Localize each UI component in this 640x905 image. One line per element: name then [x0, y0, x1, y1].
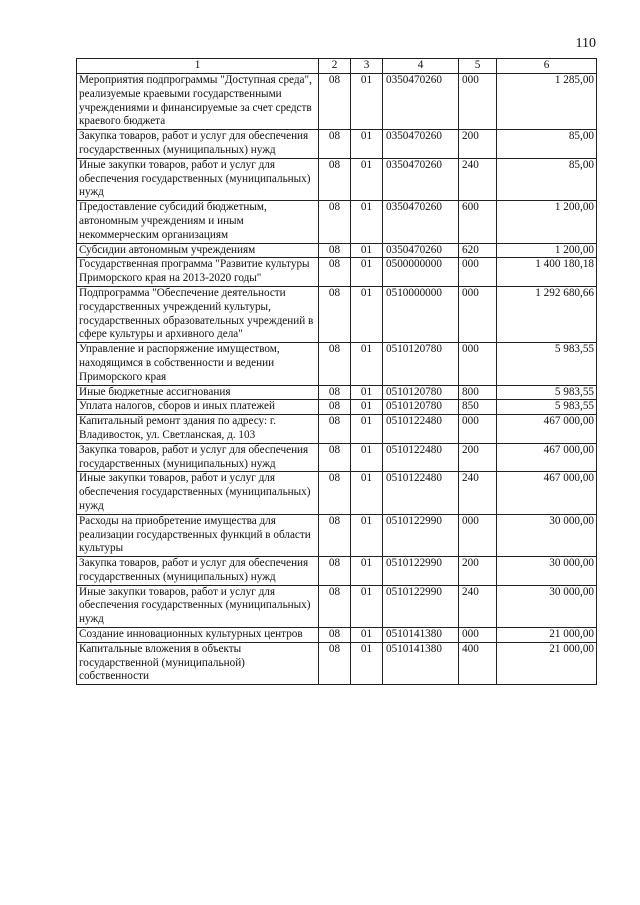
row-subsection-cell: 01: [351, 472, 383, 514]
row-amount-cell: 467 000,00: [497, 415, 597, 444]
table-row: [77, 74, 597, 130]
row-subsection-cell: 01: [351, 343, 383, 385]
row-subsection-cell: 01: [351, 642, 383, 684]
row-target-article-cell: 0510122990: [383, 585, 459, 627]
row-amount-cell: 30 000,00: [497, 557, 597, 586]
row-section-cell: 08: [319, 585, 351, 627]
row-name-cell: Иные бюджетные ассигнования: [77, 385, 319, 400]
row-target-article-cell: 0350470260: [383, 74, 459, 130]
row-expense-type-cell: 800: [459, 385, 497, 400]
row-expense-type-cell: 240: [459, 158, 497, 200]
header-row: [77, 59, 597, 74]
row-amount-cell: 85,00: [497, 130, 597, 159]
row-target-article-cell: 0350470260: [383, 130, 459, 159]
row-section-cell: 08: [319, 472, 351, 514]
row-target-article-cell: 0510141380: [383, 642, 459, 684]
row-name-cell: Мероприятия подпрограммы "Доступная среда", реализуемые краевыми государственными учреждениями и финансируемые за счет средств краевого бюджета: [77, 74, 319, 130]
row-name-cell: Иные закупки товаров, работ и услуг для обеспечения государственных (муниципальных) нужд: [77, 158, 319, 200]
row-amount-cell: 5 983,55: [497, 385, 597, 400]
row-expense-type-cell: 850: [459, 400, 497, 415]
table-row: [77, 628, 597, 643]
row-section-cell: 08: [319, 385, 351, 400]
row-target-article-cell: 0510122480: [383, 443, 459, 472]
row-expense-type-cell: 000: [459, 514, 497, 556]
row-expense-type-cell: 000: [459, 415, 497, 444]
table-row: [77, 130, 597, 159]
table-row: [77, 472, 597, 514]
row-amount-cell: 5 983,55: [497, 400, 597, 415]
row-subsection-cell: 01: [351, 201, 383, 243]
row-amount-cell: 21 000,00: [497, 642, 597, 684]
row-expense-type-cell: 000: [459, 343, 497, 385]
row-section-cell: 08: [319, 443, 351, 472]
table-row: [77, 158, 597, 200]
row-subsection-cell: 01: [351, 415, 383, 444]
row-target-article-cell: 0510122990: [383, 557, 459, 586]
header-cell: 2: [319, 59, 351, 74]
row-section-cell: 08: [319, 642, 351, 684]
row-name-cell: Создание инновационных культурных центров: [77, 628, 319, 643]
row-name-cell: Закупка товаров, работ и услуг для обеспечения государственных (муниципальных) нужд: [77, 443, 319, 472]
row-amount-cell: 1 400 180,18: [497, 258, 597, 287]
table-row: [77, 585, 597, 627]
table-body: [77, 74, 597, 685]
row-target-article-cell: 0510120780: [383, 400, 459, 415]
header-cell: 3: [351, 59, 383, 74]
row-target-article-cell: 0350470260: [383, 158, 459, 200]
row-name-cell: Государственная программа "Развитие культуры Приморского края на 2013-2020 годы": [77, 258, 319, 287]
row-name-cell: Подпрограмма "Обеспечение деятельности государственных учреждений культуры, государственных образовательных учреждений в сфере культуры и архивного дела": [77, 286, 319, 342]
budget-table: [76, 58, 597, 685]
table-row: [77, 343, 597, 385]
row-amount-cell: 21 000,00: [497, 628, 597, 643]
row-section-cell: 08: [319, 415, 351, 444]
row-section-cell: 08: [319, 628, 351, 643]
table-row: [77, 415, 597, 444]
row-amount-cell: 467 000,00: [497, 443, 597, 472]
row-section-cell: 08: [319, 74, 351, 130]
row-section-cell: 08: [319, 557, 351, 586]
table-row: [77, 258, 597, 287]
row-section-cell: 08: [319, 286, 351, 342]
row-subsection-cell: 01: [351, 443, 383, 472]
row-target-article-cell: 0510122480: [383, 472, 459, 514]
row-expense-type-cell: 000: [459, 286, 497, 342]
row-subsection-cell: 01: [351, 385, 383, 400]
row-subsection-cell: 01: [351, 628, 383, 643]
page-number: 110: [575, 36, 596, 51]
row-target-article-cell: 0510122480: [383, 415, 459, 444]
row-amount-cell: 1 200,00: [497, 201, 597, 243]
row-expense-type-cell: 200: [459, 130, 497, 159]
row-target-article-cell: 0510120780: [383, 385, 459, 400]
row-subsection-cell: 01: [351, 243, 383, 258]
table-row: [77, 514, 597, 556]
row-expense-type-cell: 240: [459, 472, 497, 514]
row-section-cell: 08: [319, 201, 351, 243]
row-expense-type-cell: 200: [459, 443, 497, 472]
row-subsection-cell: 01: [351, 514, 383, 556]
row-target-article-cell: 0500000000: [383, 258, 459, 287]
row-name-cell: Закупка товаров, работ и услуг для обеспечения государственных (муниципальных) нужд: [77, 557, 319, 586]
row-target-article-cell: 0350470260: [383, 201, 459, 243]
row-name-cell: Капитальные вложения в объекты государственной (муниципальной) собственности: [77, 642, 319, 684]
row-expense-type-cell: 000: [459, 74, 497, 130]
row-amount-cell: 1 285,00: [497, 74, 597, 130]
table-row: [77, 400, 597, 415]
row-amount-cell: 5 983,55: [497, 343, 597, 385]
row-expense-type-cell: 600: [459, 201, 497, 243]
header-cell: 6: [497, 59, 597, 74]
row-amount-cell: 85,00: [497, 158, 597, 200]
row-target-article-cell: 0510141380: [383, 628, 459, 643]
row-section-cell: 08: [319, 343, 351, 385]
row-name-cell: Иные закупки товаров, работ и услуг для обеспечения государственных (муниципальных) нужд: [77, 472, 319, 514]
row-subsection-cell: 01: [351, 158, 383, 200]
row-amount-cell: 30 000,00: [497, 585, 597, 627]
row-expense-type-cell: 400: [459, 642, 497, 684]
table-row: [77, 642, 597, 684]
row-section-cell: 08: [319, 243, 351, 258]
row-target-article-cell: 0350470260: [383, 243, 459, 258]
row-subsection-cell: 01: [351, 74, 383, 130]
row-name-cell: Предоставление субсидий бюджетным, автономным учреждениям и иным некоммерческим организациям: [77, 201, 319, 243]
row-subsection-cell: 01: [351, 585, 383, 627]
row-name-cell: Иные закупки товаров, работ и услуг для обеспечения государственных (муниципальных) нужд: [77, 585, 319, 627]
header-cell: 1: [77, 59, 319, 74]
row-section-cell: 08: [319, 130, 351, 159]
header-cell: 5: [459, 59, 497, 74]
row-section-cell: 08: [319, 158, 351, 200]
row-subsection-cell: 01: [351, 258, 383, 287]
table-row: [77, 201, 597, 243]
row-subsection-cell: 01: [351, 557, 383, 586]
row-expense-type-cell: 620: [459, 243, 497, 258]
row-amount-cell: 467 000,00: [497, 472, 597, 514]
row-name-cell: Субсидии автономным учреждениям: [77, 243, 319, 258]
table-row: [77, 286, 597, 342]
row-subsection-cell: 01: [351, 286, 383, 342]
row-section-cell: 08: [319, 258, 351, 287]
row-section-cell: 08: [319, 514, 351, 556]
row-amount-cell: 1 292 680,66: [497, 286, 597, 342]
row-expense-type-cell: 240: [459, 585, 497, 627]
row-expense-type-cell: 000: [459, 628, 497, 643]
row-target-article-cell: 0510120780: [383, 343, 459, 385]
row-target-article-cell: 0510000000: [383, 286, 459, 342]
row-name-cell: Управление и распоряжение имуществом, находящимся в собственности и ведении Приморского края: [77, 343, 319, 385]
row-subsection-cell: 01: [351, 400, 383, 415]
table-row: [77, 243, 597, 258]
row-amount-cell: 1 200,00: [497, 243, 597, 258]
row-subsection-cell: 01: [351, 130, 383, 159]
row-name-cell: Расходы на приобретение имущества для реализации государственных функций в области культуры: [77, 514, 319, 556]
row-expense-type-cell: 200: [459, 557, 497, 586]
table-row: [77, 385, 597, 400]
header-cell: 4: [383, 59, 459, 74]
row-target-article-cell: 0510122990: [383, 514, 459, 556]
row-name-cell: Закупка товаров, работ и услуг для обеспечения государственных (муниципальных) нужд: [77, 130, 319, 159]
row-expense-type-cell: 000: [459, 258, 497, 287]
row-amount-cell: 30 000,00: [497, 514, 597, 556]
row-name-cell: Уплата налогов, сборов и иных платежей: [77, 400, 319, 415]
row-name-cell: Капитальный ремонт здания по адресу: г. Владивосток, ул. Светланская, д. 103: [77, 415, 319, 444]
table-row: [77, 443, 597, 472]
table-row: [77, 557, 597, 586]
row-section-cell: 08: [319, 400, 351, 415]
